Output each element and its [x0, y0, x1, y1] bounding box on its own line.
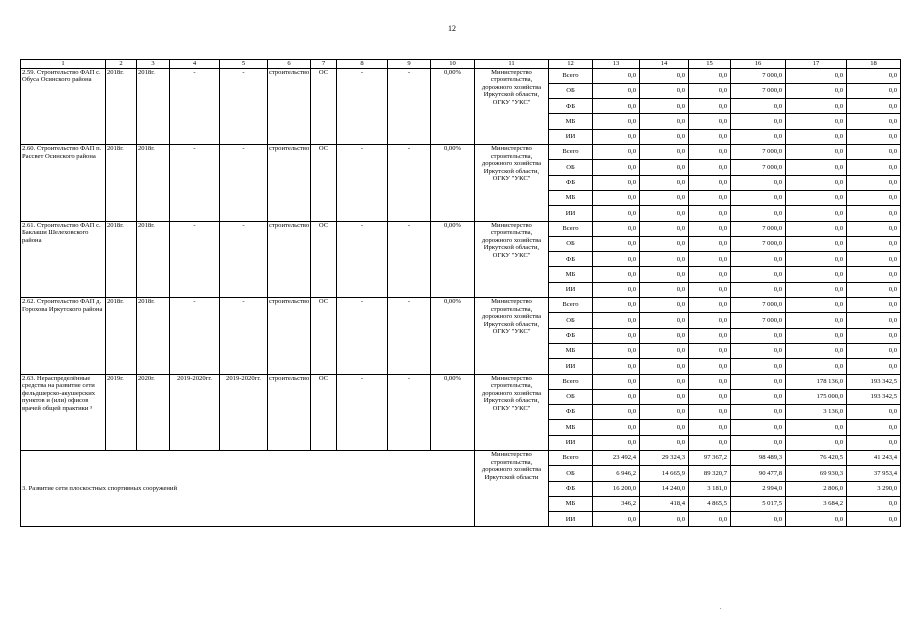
end-year-cell: 2018г.	[137, 68, 170, 144]
value-cell: 0,0	[689, 160, 731, 175]
value-cell: 0,0	[786, 512, 847, 527]
value-cell: 0,0	[640, 68, 689, 83]
table-row	[21, 145, 901, 160]
value-cell: 0,0	[593, 420, 640, 435]
funding-source-cell: ИИ	[549, 435, 593, 450]
period-cell: -	[220, 68, 268, 144]
value-cell: 0,0	[786, 328, 847, 343]
value-cell: 0,0	[593, 343, 640, 358]
period-cell: -	[170, 298, 220, 374]
value-cell: 29 324,3	[640, 451, 689, 466]
value-cell: 0,0	[593, 313, 640, 328]
value-cell: 0,0	[847, 190, 901, 205]
responsible-org-cell: Министерство строительства, дорожного хозяйства Иркутской области, ОГКУ "УКС"	[475, 374, 549, 450]
value-cell: 0,0	[847, 267, 901, 282]
value-cell: 3 181,0	[689, 481, 731, 496]
value-cell: 0,0	[847, 435, 901, 450]
value-cell: 175 000,0	[786, 389, 847, 404]
value-cell: 0,0	[786, 298, 847, 313]
value-cell: 0,0	[786, 343, 847, 358]
funding-source-cell: Всего	[549, 451, 593, 466]
funding-source-cell: ФБ	[549, 405, 593, 420]
value-cell: 0,0	[847, 328, 901, 343]
value-cell: 0,0	[593, 512, 640, 527]
end-year-cell: 2020г.	[137, 374, 170, 450]
value-cell: 0,0	[847, 145, 901, 160]
value-cell: 0,0	[689, 374, 731, 389]
value-cell: 0,0	[689, 512, 731, 527]
funding-source-cell: МБ	[549, 114, 593, 129]
value-cell: 0,0	[593, 328, 640, 343]
value-cell: 0,0	[731, 374, 786, 389]
value-cell: 0,0	[689, 68, 731, 83]
column-number-header: 3	[137, 60, 170, 69]
value-cell: 16 200,0	[593, 481, 640, 496]
table-row	[21, 68, 901, 83]
value-cell: 0,0	[786, 359, 847, 374]
value-cell: 6 946,2	[593, 466, 640, 481]
funding-source-cell: ИИ	[549, 359, 593, 374]
value-cell: 0,0	[689, 145, 731, 160]
value-cell: 0,0	[593, 405, 640, 420]
object-name-cell: 2.63. Нераспределённые средства на развитие сети фельдшерско-акушерских пунктов и (или) офисов врачей общей практики ³	[21, 374, 106, 450]
value-cell: 0,0	[689, 267, 731, 282]
dash-cell: -	[337, 374, 388, 450]
value-cell: 0,0	[640, 435, 689, 450]
work-type-cell: строительство	[268, 298, 311, 374]
object-name-cell: 2.61. Строительство ФАП с. Баклаши Шелеховского района	[21, 221, 106, 297]
value-cell: 0,0	[640, 221, 689, 236]
value-cell: 0,0	[593, 190, 640, 205]
funding-source-cell: Всего	[549, 68, 593, 83]
value-cell: 193 342,5	[847, 374, 901, 389]
period-cell: 2019-2020гг.	[220, 374, 268, 450]
value-cell: 0,0	[689, 328, 731, 343]
value-cell: 0,0	[689, 359, 731, 374]
value-cell: 0,0	[640, 313, 689, 328]
table-row	[21, 374, 901, 389]
section-title-cell: 3. Развитие сети плоскостных спортивных сооружений	[21, 451, 475, 527]
value-cell: 0,0	[640, 252, 689, 267]
value-cell: 0,0	[640, 236, 689, 251]
value-cell: 0,0	[640, 267, 689, 282]
value-cell: 0,0	[847, 99, 901, 114]
value-cell: 0,0	[847, 160, 901, 175]
funding-source-cell: ФБ	[549, 252, 593, 267]
period-cell: -	[220, 221, 268, 297]
column-number-header: 4	[170, 60, 220, 69]
value-cell: 0,0	[731, 328, 786, 343]
value-cell: 7 000,0	[731, 221, 786, 236]
value-cell: 0,0	[786, 252, 847, 267]
funding-source-cell: ФБ	[549, 99, 593, 114]
value-cell: 0,0	[640, 99, 689, 114]
stray-mark: .	[720, 605, 722, 611]
value-cell: 0,0	[786, 145, 847, 160]
value-cell: 0,0	[847, 359, 901, 374]
value-cell: 7 000,0	[731, 160, 786, 175]
value-cell: 0,0	[593, 99, 640, 114]
value-cell: 0,0	[640, 298, 689, 313]
value-cell: 0,0	[786, 129, 847, 144]
end-year-cell: 2018г.	[137, 298, 170, 374]
value-cell: 0,0	[786, 282, 847, 297]
value-cell: 0,0	[786, 83, 847, 98]
value-cell: 0,0	[689, 175, 731, 190]
value-cell: 0,0	[640, 405, 689, 420]
funding-source-cell: ИИ	[549, 512, 593, 527]
funding-source-cell: ОБ	[549, 160, 593, 175]
end-year-cell: 2018г.	[137, 221, 170, 297]
end-year-cell: 2018г.	[137, 145, 170, 221]
value-cell: 0,0	[847, 282, 901, 297]
value-cell: 37 953,4	[847, 466, 901, 481]
page-number: 12	[448, 24, 456, 33]
value-cell: 0,0	[689, 313, 731, 328]
value-cell: 0,0	[593, 374, 640, 389]
value-cell: 0,0	[593, 389, 640, 404]
dash-cell: -	[337, 145, 388, 221]
value-cell: 0,0	[786, 99, 847, 114]
dash-cell: -	[388, 68, 431, 144]
value-cell: 0,0	[847, 298, 901, 313]
period-cell: -	[220, 298, 268, 374]
value-cell: 0,0	[640, 190, 689, 205]
value-cell: 0,0	[786, 114, 847, 129]
funding-source-cell: МБ	[549, 343, 593, 358]
value-cell: 0,0	[593, 359, 640, 374]
value-cell: 0,0	[731, 282, 786, 297]
value-cell: 0,0	[786, 236, 847, 251]
column-number-header: 11	[475, 60, 549, 69]
value-cell: 0,0	[593, 221, 640, 236]
value-cell: 0,0	[640, 206, 689, 221]
funding-source-cell: ФБ	[549, 481, 593, 496]
value-cell: 0,0	[731, 359, 786, 374]
period-cell: 2019-2020гг.	[170, 374, 220, 450]
column-number-header: 12	[549, 60, 593, 69]
value-cell: 4 865,5	[689, 496, 731, 511]
value-cell: 0,0	[847, 313, 901, 328]
percent-cell: 0,00%	[431, 374, 475, 450]
value-cell: 0,0	[689, 435, 731, 450]
dash-cell: -	[337, 68, 388, 144]
value-cell: 0,0	[640, 512, 689, 527]
section-row	[21, 451, 901, 466]
column-number-header: 17	[786, 60, 847, 69]
value-cell: 0,0	[731, 114, 786, 129]
value-cell: 7 000,0	[731, 313, 786, 328]
value-cell: 0,0	[786, 175, 847, 190]
value-cell: 0,0	[640, 374, 689, 389]
value-cell: 0,0	[731, 252, 786, 267]
value-cell: 0,0	[593, 160, 640, 175]
value-cell: 0,0	[847, 420, 901, 435]
value-cell: 97 367,2	[689, 451, 731, 466]
work-type-cell: строительство	[268, 68, 311, 144]
value-cell: 0,0	[593, 435, 640, 450]
object-name-cell: 2.62. Строительство ФАП д. Горохова Иркутского района	[21, 298, 106, 374]
column-number-header: 10	[431, 60, 475, 69]
work-type-cell: строительство	[268, 221, 311, 297]
value-cell: 0,0	[689, 343, 731, 358]
code-cell: ОС	[311, 68, 337, 144]
value-cell: 0,0	[640, 359, 689, 374]
value-cell: 0,0	[689, 206, 731, 221]
value-cell: 0,0	[847, 206, 901, 221]
value-cell: 0,0	[731, 389, 786, 404]
value-cell: 0,0	[786, 206, 847, 221]
value-cell: 0,0	[689, 190, 731, 205]
funding-source-cell: ФБ	[549, 328, 593, 343]
value-cell: 0,0	[689, 99, 731, 114]
value-cell: 418,4	[640, 496, 689, 511]
value-cell: 0,0	[640, 328, 689, 343]
code-cell: ОС	[311, 145, 337, 221]
value-cell: 0,0	[847, 221, 901, 236]
column-number-header: 2	[106, 60, 137, 69]
table-row	[21, 298, 901, 313]
value-cell: 0,0	[689, 420, 731, 435]
value-cell: 0,0	[847, 496, 901, 511]
value-cell: 23 492,4	[593, 451, 640, 466]
funding-source-cell: Всего	[549, 145, 593, 160]
value-cell: 69 930,3	[786, 466, 847, 481]
dash-cell: -	[388, 374, 431, 450]
value-cell: 0,0	[640, 83, 689, 98]
value-cell: 193 342,5	[847, 389, 901, 404]
work-type-cell: строительство	[268, 145, 311, 221]
value-cell: 0,0	[593, 252, 640, 267]
value-cell: 0,0	[689, 405, 731, 420]
funding-source-cell: МБ	[549, 496, 593, 511]
start-year-cell: 2018г.	[106, 145, 137, 221]
column-number-header: 14	[640, 60, 689, 69]
program-table	[20, 59, 901, 527]
period-cell: -	[170, 221, 220, 297]
value-cell: 0,0	[640, 160, 689, 175]
responsible-org-cell: Министерство строительства, дорожного хозяйства Иркутской области, ОГКУ "УКС"	[475, 68, 549, 144]
value-cell: 0,0	[593, 236, 640, 251]
value-cell: 0,0	[640, 389, 689, 404]
value-cell: 0,0	[689, 83, 731, 98]
value-cell: 0,0	[847, 343, 901, 358]
start-year-cell: 2018г.	[106, 298, 137, 374]
value-cell: 0,0	[593, 68, 640, 83]
value-cell: 7 000,0	[731, 83, 786, 98]
value-cell: 346,2	[593, 496, 640, 511]
value-cell: 41 243,4	[847, 451, 901, 466]
object-name-cell: 2.59. Строительство ФАП с. Обуса Осинского района	[21, 68, 106, 144]
value-cell: 2 806,0	[786, 481, 847, 496]
funding-source-cell: ИИ	[549, 129, 593, 144]
value-cell: 0,0	[847, 512, 901, 527]
value-cell: 0,0	[731, 129, 786, 144]
value-cell: 0,0	[731, 405, 786, 420]
value-cell: 0,0	[786, 435, 847, 450]
value-cell: 0,0	[786, 190, 847, 205]
funding-source-cell: ИИ	[549, 206, 593, 221]
value-cell: 0,0	[731, 206, 786, 221]
start-year-cell: 2019г.	[106, 374, 137, 450]
value-cell: 0,0	[593, 175, 640, 190]
value-cell: 0,0	[786, 160, 847, 175]
value-cell: 0,0	[593, 145, 640, 160]
value-cell: 0,0	[640, 420, 689, 435]
funding-source-cell: МБ	[549, 267, 593, 282]
dash-cell: -	[337, 221, 388, 297]
funding-source-cell: ОБ	[549, 236, 593, 251]
value-cell: 0,0	[731, 420, 786, 435]
column-number-header: 7	[311, 60, 337, 69]
funding-source-cell: ФБ	[549, 175, 593, 190]
value-cell: 14 665,9	[640, 466, 689, 481]
value-cell: 0,0	[731, 435, 786, 450]
value-cell: 0,0	[731, 343, 786, 358]
dash-cell: -	[337, 298, 388, 374]
percent-cell: 0,00%	[431, 298, 475, 374]
value-cell: 0,0	[640, 282, 689, 297]
value-cell: 0,0	[593, 206, 640, 221]
value-cell: 2 994,0	[731, 481, 786, 496]
funding-source-cell: ОБ	[549, 83, 593, 98]
value-cell: 0,0	[689, 114, 731, 129]
funding-source-cell: ИИ	[549, 282, 593, 297]
column-number-header: 8	[337, 60, 388, 69]
funding-source-cell: МБ	[549, 420, 593, 435]
column-number-header: 18	[847, 60, 901, 69]
value-cell: 0,0	[593, 267, 640, 282]
value-cell: 0,0	[847, 129, 901, 144]
responsible-org-cell: Министерство строительства, дорожного хозяйства Иркутской области, ОГКУ "УКС"	[475, 145, 549, 221]
value-cell: 0,0	[847, 175, 901, 190]
column-number-header: 15	[689, 60, 731, 69]
value-cell: 0,0	[640, 145, 689, 160]
period-cell: -	[170, 68, 220, 144]
funding-source-cell: ОБ	[549, 313, 593, 328]
work-type-cell: строительство	[268, 374, 311, 450]
object-name-cell: 2.60. Строительство ФАП п. Рассвет Осинского района	[21, 145, 106, 221]
value-cell: 0,0	[847, 83, 901, 98]
column-number-header: 5	[220, 60, 268, 69]
value-cell: 0,0	[731, 512, 786, 527]
table-row	[21, 221, 901, 236]
value-cell: 98 489,3	[731, 451, 786, 466]
value-cell: 178 136,0	[786, 374, 847, 389]
value-cell: 5 017,5	[731, 496, 786, 511]
value-cell: 0,0	[731, 175, 786, 190]
value-cell: 0,0	[847, 68, 901, 83]
value-cell: 0,0	[786, 68, 847, 83]
percent-cell: 0,00%	[431, 68, 475, 144]
column-number-header: 6	[268, 60, 311, 69]
value-cell: 0,0	[593, 114, 640, 129]
value-cell: 89 320,7	[689, 466, 731, 481]
funding-source-cell: ОБ	[549, 466, 593, 481]
value-cell: 14 240,0	[640, 481, 689, 496]
value-cell: 0,0	[640, 175, 689, 190]
value-cell: 0,0	[731, 267, 786, 282]
code-cell: ОС	[311, 298, 337, 374]
value-cell: 0,0	[593, 298, 640, 313]
value-cell: 0,0	[847, 236, 901, 251]
value-cell: 0,0	[786, 313, 847, 328]
value-cell: 0,0	[689, 221, 731, 236]
value-cell: 0,0	[689, 236, 731, 251]
funding-source-cell: Всего	[549, 298, 593, 313]
value-cell: 0,0	[786, 221, 847, 236]
value-cell: 0,0	[593, 282, 640, 297]
value-cell: 0,0	[689, 389, 731, 404]
value-cell: 7 000,0	[731, 68, 786, 83]
start-year-cell: 2018г.	[106, 221, 137, 297]
percent-cell: 0,00%	[431, 145, 475, 221]
dash-cell: -	[388, 298, 431, 374]
code-cell: ОС	[311, 374, 337, 450]
dash-cell: -	[388, 145, 431, 221]
percent-cell: 0,00%	[431, 221, 475, 297]
dash-cell: -	[388, 221, 431, 297]
value-cell: 0,0	[689, 298, 731, 313]
funding-source-cell: Всего	[549, 374, 593, 389]
column-number-header: 9	[388, 60, 431, 69]
value-cell: 7 000,0	[731, 145, 786, 160]
value-cell: 0,0	[731, 190, 786, 205]
value-cell: 0,0	[640, 129, 689, 144]
value-cell: 0,0	[689, 252, 731, 267]
value-cell: 3 684,2	[786, 496, 847, 511]
value-cell: 90 477,8	[731, 466, 786, 481]
code-cell: ОС	[311, 221, 337, 297]
responsible-org-cell: Министерство строительства, дорожного хозяйства Иркутской области	[475, 451, 549, 527]
value-cell: 0,0	[593, 83, 640, 98]
column-number-header: 16	[731, 60, 786, 69]
value-cell: 0,0	[731, 99, 786, 114]
value-cell: 7 000,0	[731, 236, 786, 251]
value-cell: 0,0	[847, 114, 901, 129]
value-cell: 3 136,0	[786, 405, 847, 420]
period-cell: -	[220, 145, 268, 221]
column-number-header: 13	[593, 60, 640, 69]
value-cell: 0,0	[847, 252, 901, 267]
value-cell: 7 000,0	[731, 298, 786, 313]
value-cell: 0,0	[689, 129, 731, 144]
value-cell: 0,0	[640, 114, 689, 129]
period-cell: -	[170, 145, 220, 221]
value-cell: 76 420,5	[786, 451, 847, 466]
funding-source-cell: ОБ	[549, 389, 593, 404]
value-cell: 0,0	[640, 343, 689, 358]
value-cell: 3 290,0	[847, 481, 901, 496]
funding-source-cell: МБ	[549, 190, 593, 205]
funding-source-cell: Всего	[549, 221, 593, 236]
start-year-cell: 2018г.	[106, 68, 137, 144]
value-cell: 0,0	[593, 129, 640, 144]
value-cell: 0,0	[786, 420, 847, 435]
value-cell: 0,0	[689, 282, 731, 297]
value-cell: 0,0	[847, 405, 901, 420]
value-cell: 0,0	[786, 267, 847, 282]
header-row	[21, 60, 901, 69]
responsible-org-cell: Министерство строительства, дорожного хозяйства Иркутской области, ОГКУ "УКС"	[475, 221, 549, 297]
column-number-header: 1	[21, 60, 106, 69]
responsible-org-cell: Министерство строительства, дорожного хозяйства Иркутской области, ОГКУ "УКС"	[475, 298, 549, 374]
